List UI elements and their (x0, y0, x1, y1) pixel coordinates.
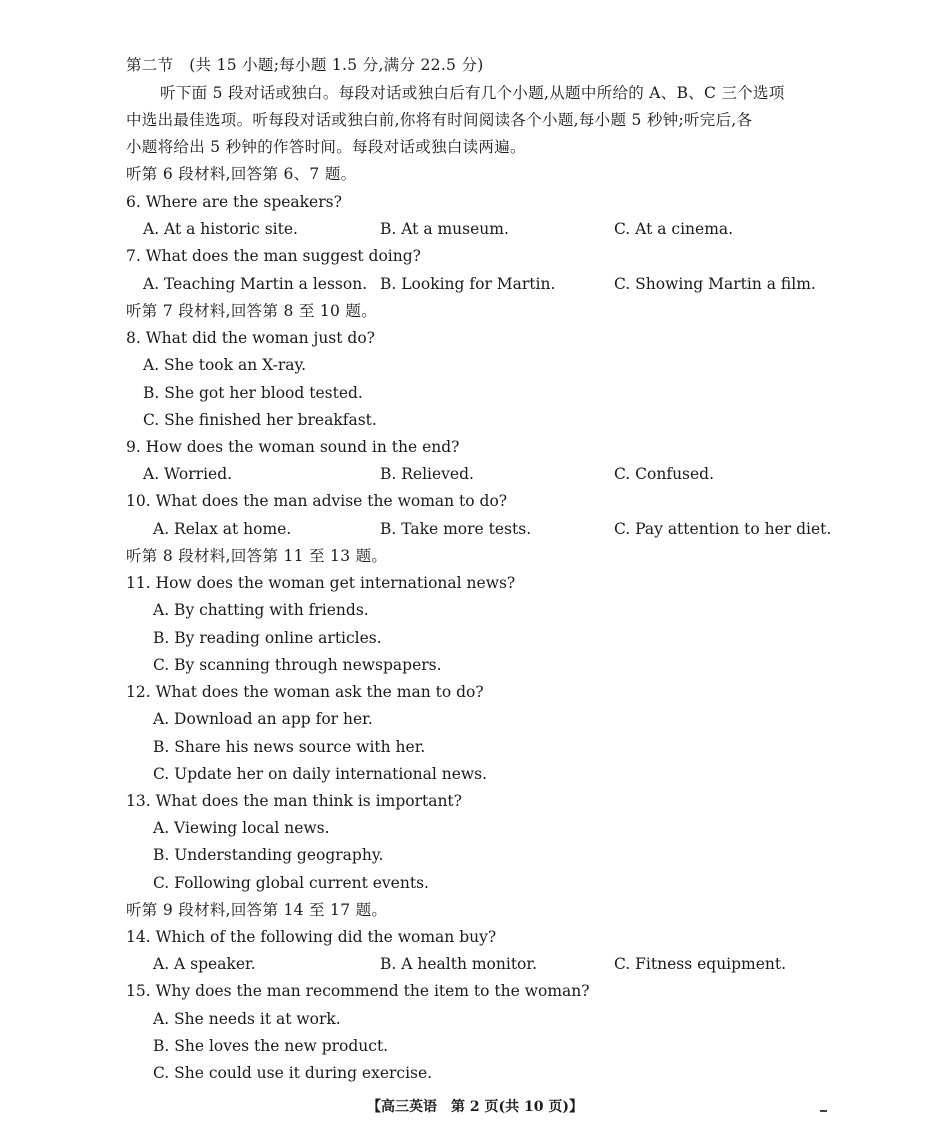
question-option (0, 734, 950, 761)
question-stem (0, 570, 950, 597)
question-6-option-a: A. At a historic site. (143, 220, 298, 238)
material-header (0, 897, 950, 924)
question-12-stem: 12. What does the woman ask the man to do? (126, 683, 484, 701)
question-option (0, 870, 950, 897)
question-6-option-b: B. At a museum. (380, 220, 509, 238)
question-option (0, 1006, 950, 1033)
section-header (0, 52, 950, 79)
question-8-option-b: B. She got her blood tested. (143, 384, 363, 402)
question-15-stem: 15. Why does the man recommend the item to the woman? (126, 982, 590, 1000)
instructions-text: 小题将给出 5 秒钟的作答时间。每段对话或独白读两遍。 (126, 138, 526, 156)
question-stem (0, 325, 950, 352)
question-15-option-c: C. She could use it during exercise. (153, 1064, 433, 1082)
question-stem (0, 189, 950, 216)
question-14-option-a: A. A speaker. (153, 955, 256, 973)
page-footer: 【高三英语 第 2 页(共 10 页)】 (367, 1099, 583, 1115)
question-11-option-b: B. By reading online articles. (153, 629, 382, 647)
instructions-line (0, 107, 950, 134)
question-7-stem: 7. What does the man suggest doing? (126, 247, 421, 265)
material-header (0, 543, 950, 570)
corner-mark (820, 1110, 827, 1112)
question-stem (0, 488, 950, 515)
question-15-option-b: B. She loves the new product. (153, 1037, 389, 1055)
question-8-option-a: A. She took an X-ray. (143, 356, 307, 374)
question-8-option-c: C. She finished her breakfast. (143, 411, 377, 429)
question-option (0, 625, 950, 652)
question-14-option-b: B. A health monitor. (380, 955, 538, 973)
question-stem (0, 434, 950, 461)
question-option (0, 407, 950, 434)
question-stem (0, 924, 950, 951)
question-15-option-a: A. She needs it at work. (153, 1010, 341, 1028)
question-13-stem: 13. What does the man think is important? (126, 792, 462, 810)
question-12-option-b: B. Share his news source with her. (153, 738, 426, 756)
material-header-text: 听第 6 段材料,回答第 6、7 题。 (126, 165, 357, 183)
question-14-option-c: C. Fitness equipment. (614, 955, 787, 973)
question-option (0, 597, 950, 624)
question-option (0, 706, 950, 733)
question-10-option-a: A. Relax at home. (153, 520, 292, 538)
question-7-option-b: B. Looking for Martin. (380, 275, 556, 293)
section-header-text: 第二节 (共 15 小题;每小题 1.5 分,满分 22.5 分) (126, 56, 484, 74)
question-11-option-c: C. By scanning through newspapers. (153, 656, 442, 674)
question-stem (0, 243, 950, 270)
material-header-text: 听第 7 段材料,回答第 8 至 10 题。 (126, 302, 378, 320)
question-11-option-a: A. By chatting with friends. (153, 601, 369, 619)
question-13-option-c: C. Following global current events. (153, 874, 429, 892)
material-header-text: 听第 9 段材料,回答第 14 至 17 题。 (126, 901, 388, 919)
material-header-text: 听第 8 段材料,回答第 11 至 13 题。 (126, 547, 388, 565)
question-stem (0, 679, 950, 706)
question-stem (0, 978, 950, 1005)
question-12-option-a: A. Download an app for her. (153, 710, 373, 728)
question-8-stem: 8. What did the woman just do? (126, 329, 375, 347)
question-option (0, 842, 950, 869)
question-9-option-c: C. Confused. (614, 465, 715, 483)
instructions-text: 中选出最佳选项。听每段对话或独白前,你将有时间阅读各个小题,每小题 5 秒钟;听完后,各 (126, 111, 753, 129)
instructions-line (0, 80, 950, 107)
material-header (0, 298, 950, 325)
question-options-row (0, 216, 950, 243)
question-14-stem: 14. Which of the following did the woman buy? (126, 928, 497, 946)
question-options-row (0, 516, 950, 543)
question-option (0, 652, 950, 679)
question-option (0, 1060, 950, 1087)
question-9-option-a: A. Worried. (143, 465, 233, 483)
question-6-stem: 6. Where are the speakers? (126, 193, 342, 211)
instructions-line (0, 134, 950, 161)
question-13-option-a: A. Viewing local news. (153, 819, 330, 837)
question-10-option-b: B. Take more tests. (380, 520, 532, 538)
question-option (0, 352, 950, 379)
question-10-option-c: C. Pay attention to her diet. (614, 520, 832, 538)
material-header (0, 161, 950, 188)
question-options-row (0, 461, 950, 488)
instructions-text: 听下面 5 段对话或独白。每段对话或独白后有几个小题,从题中所给的 A、B、C 三个选项 (160, 84, 785, 102)
question-options-row (0, 271, 950, 298)
question-7-option-a: A. Teaching Martin a lesson. (143, 275, 368, 293)
question-6-option-c: C. At a cinema. (614, 220, 734, 238)
question-option (0, 761, 950, 788)
question-options-row (0, 951, 950, 978)
question-11-stem: 11. How does the woman get international news? (126, 574, 516, 592)
question-13-option-b: B. Understanding geography. (153, 846, 384, 864)
question-9-option-b: B. Relieved. (380, 465, 474, 483)
question-stem (0, 788, 950, 815)
question-option (0, 815, 950, 842)
question-option (0, 1033, 950, 1060)
question-option (0, 380, 950, 407)
question-10-stem: 10. What does the man advise the woman to do? (126, 492, 508, 510)
question-12-option-c: C. Update her on daily international news. (153, 765, 488, 783)
question-7-option-c: C. Showing Martin a film. (614, 275, 816, 293)
question-9-stem: 9. How does the woman sound in the end? (126, 438, 460, 456)
